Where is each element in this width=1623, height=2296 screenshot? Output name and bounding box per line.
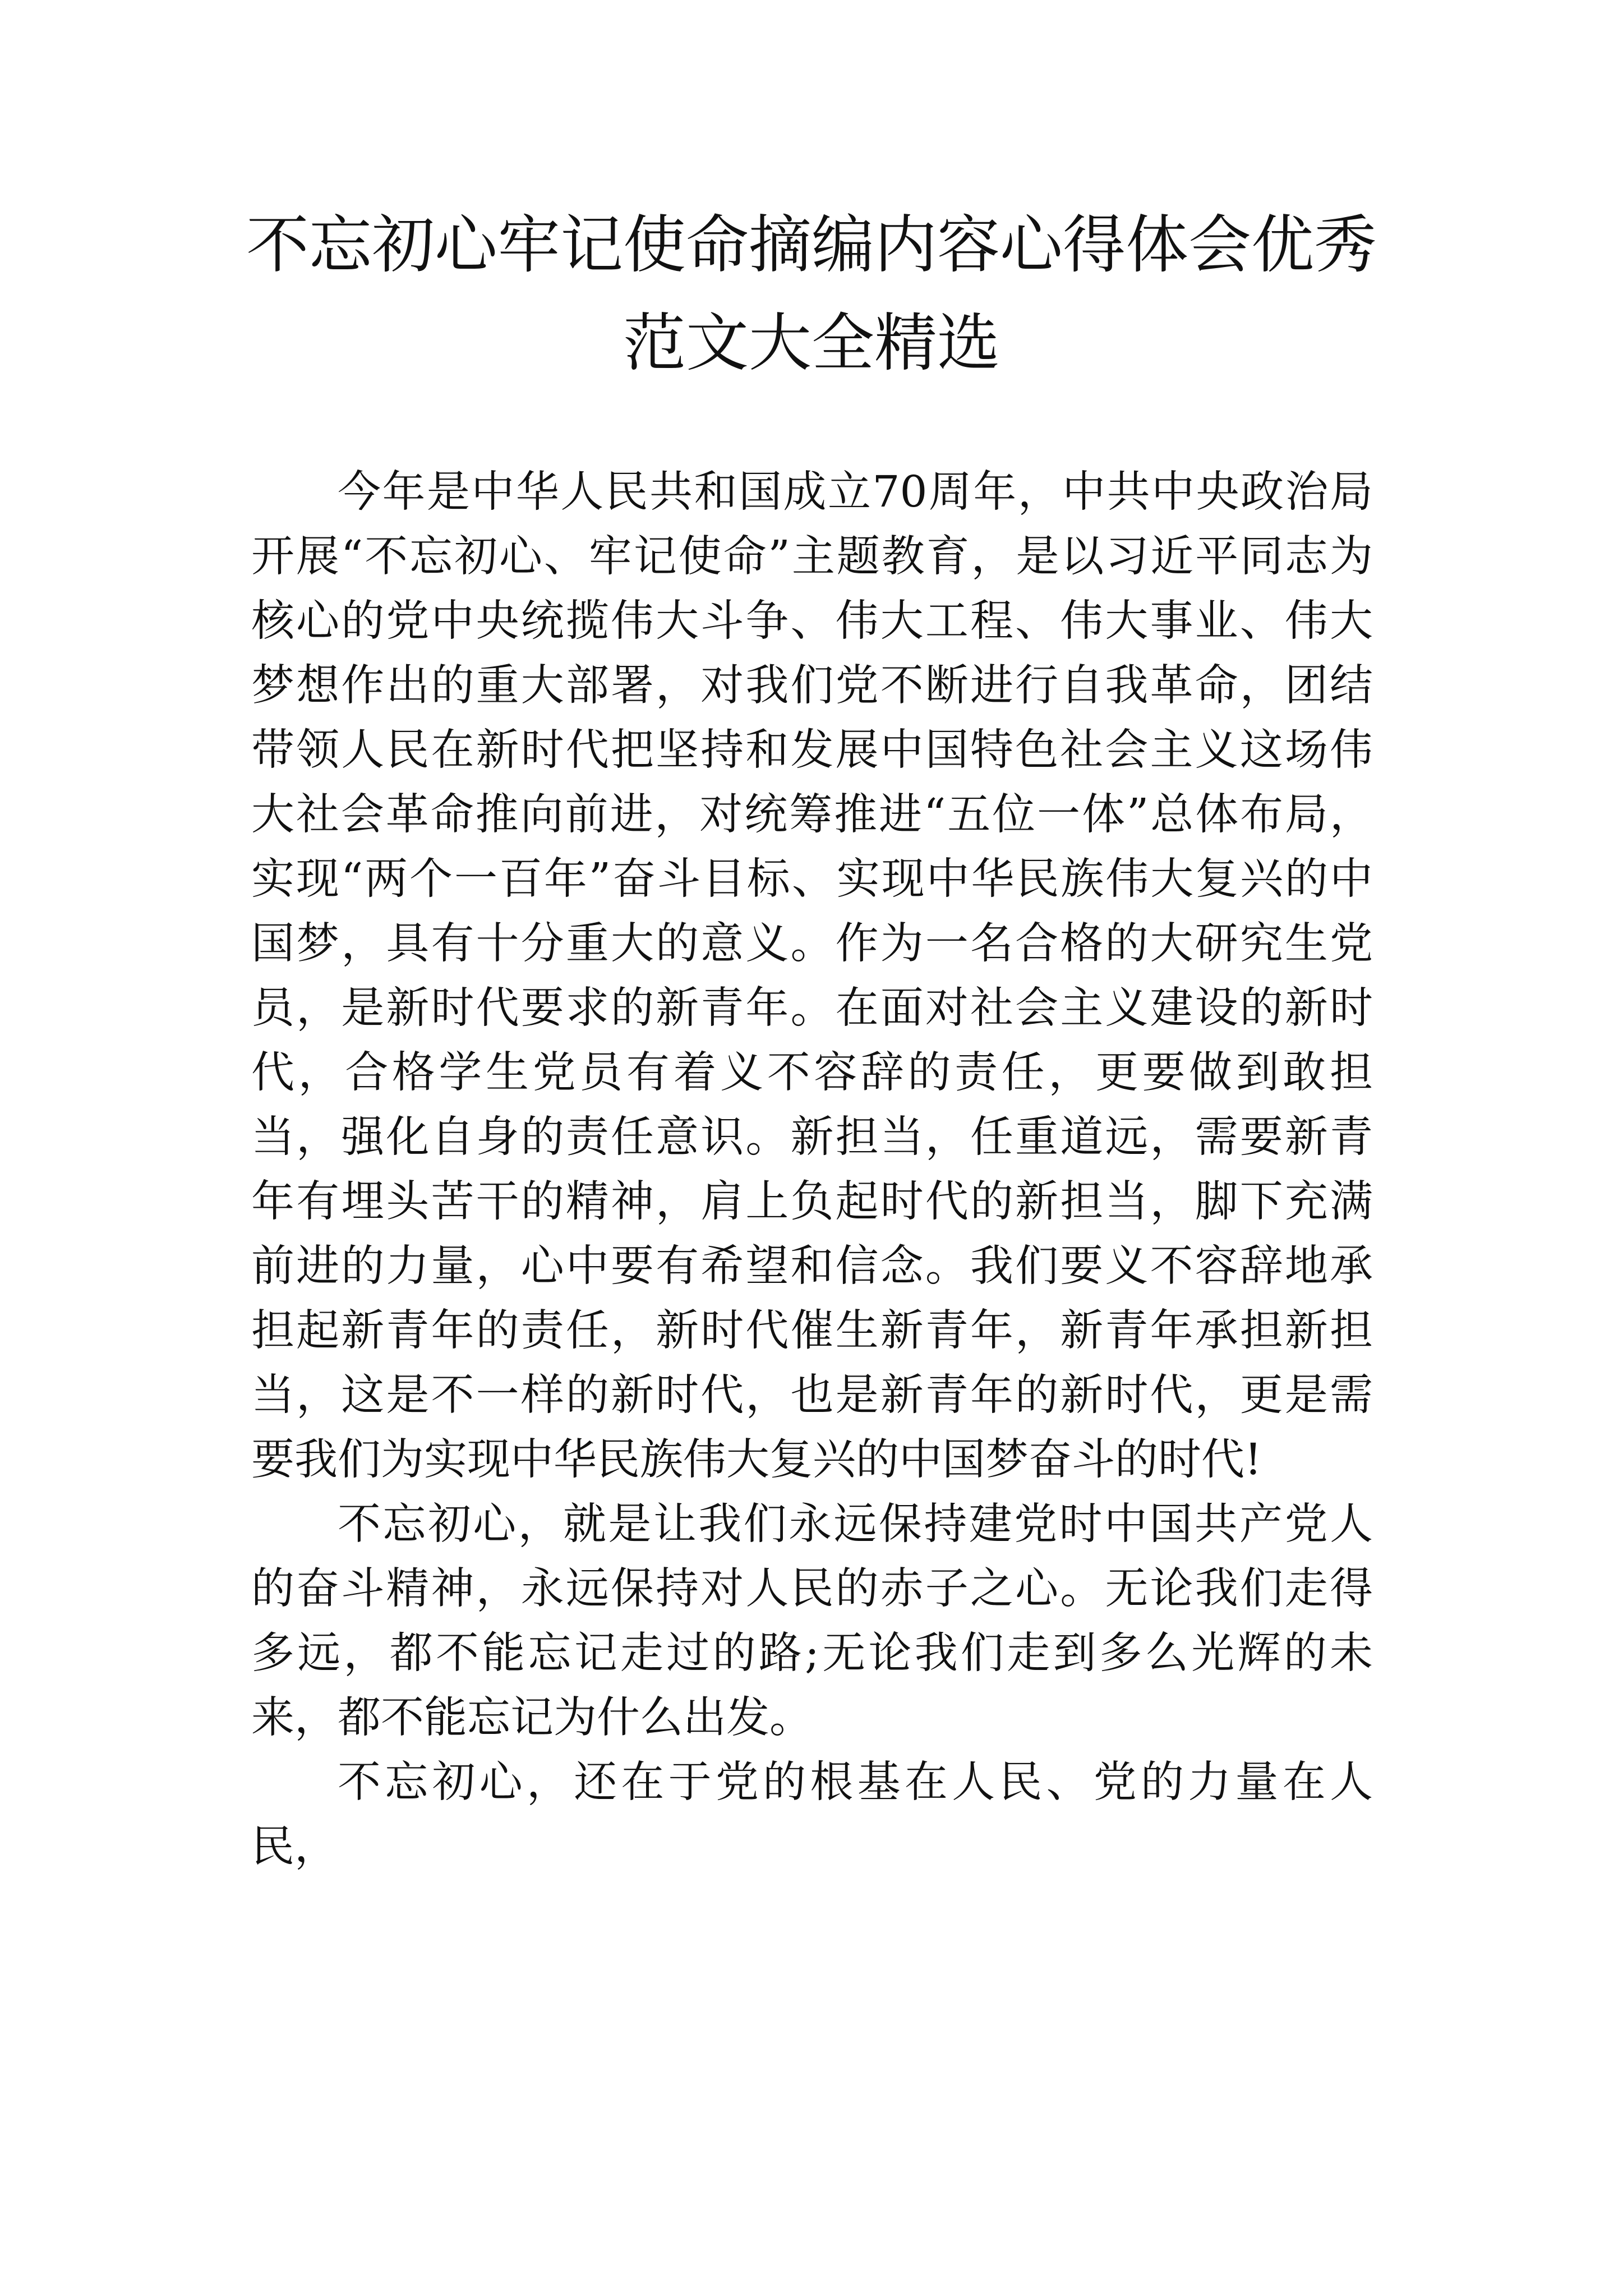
document-body [251, 460, 1373, 1879]
paragraph-3: 不忘初心，还在于党的根基在人民、党的力量在人民， [251, 1757, 1373, 1872]
title-line-1: 不忘初心牢记使命摘编内容心得体会优秀 [246, 209, 1377, 282]
paragraph-1: 今年是中华人民共和国成立70周年，中共中央政治局开展“不忘初心、牢记使命”主题教育，是以习近平同志为核心的党中央统揽伟大斗争、伟大工程、伟大事业、伟大梦想作出的重大部署，对我们党不断进行自我革命，团结带领人民在新时代把坚持和发展中国特色社会主义这场伟大社会革命推向前进，对统筹推进“五位一体”总体布局，实现“两个一百年”奋斗目标、实现中华民族伟大复兴的中国梦，具有十分重大的意义。作为一名合格的大研究生党员，是新时代要求的新青年。在面对社会主义建设的新时代，合格学生党员有着义不容辞的责任，更要做到敢担当，强化自身的责任意识。新担当，任重道远，需要新青年有埋头苦干的精神，肩上负起时代的新担当，脚下充满前进的力量，心中要有希望和信念。我们要义不容辞地承担起新青年的责任，新时代催生新青年，新青年承担新担当，这是不一样的新时代，也是新青年的新时代，更是需要我们为实现中华民族伟大复兴的中国梦奋斗的时代! [251, 467, 1373, 1485]
paragraph-2: 不忘初心，就是让我们永远保持建党时中国共产党人的奋斗精神，永远保持对人民的赤子之心。无论我们走得多远，都不能忘记走过的路;无论我们走到多么光辉的未来，都不能忘记为什么出发。 [251, 1499, 1373, 1743]
document-title [213, 196, 1410, 393]
title-line-2: 范文大全精选 [623, 307, 1000, 380]
